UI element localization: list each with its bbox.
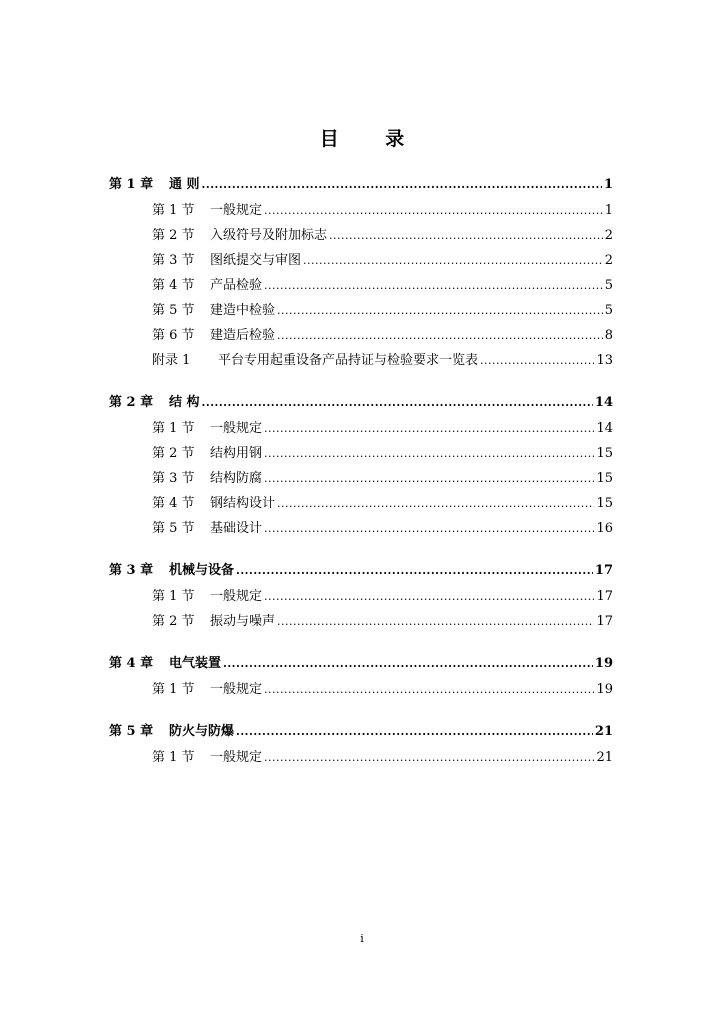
- section-number: 第 1 节: [152, 750, 195, 765]
- chapter-5: [109, 718, 613, 770]
- toc-entry-section[interactable]: [109, 491, 613, 516]
- section-number: 第 6 节: [152, 328, 195, 343]
- section-title: 基础设计: [210, 521, 263, 536]
- chapter-title: 电气装置: [169, 656, 222, 671]
- chapter-number: 第 5 章: [109, 724, 154, 739]
- toc-entry-section[interactable]: [109, 516, 613, 541]
- toc-entry-section[interactable]: [109, 323, 613, 348]
- page-number: 14: [596, 421, 613, 436]
- chapter-3: [109, 557, 613, 634]
- section-number: 第 1 节: [152, 421, 195, 436]
- leader-dots: [264, 198, 603, 223]
- appendix-title: 平台专用起重设备产品持证与检验要求一览表: [218, 353, 479, 368]
- section-title: 钢结构设计: [210, 496, 276, 511]
- toc-entry-section[interactable]: [109, 198, 613, 223]
- page-number: 2: [604, 253, 613, 268]
- page-number: 17: [596, 614, 613, 629]
- leader-dots: [264, 416, 594, 441]
- section-number: 第 1 节: [152, 589, 195, 604]
- leader-dots: [264, 584, 594, 609]
- leader-dots: [264, 441, 594, 466]
- chapter-title: 防火与防爆: [169, 724, 235, 739]
- section-number: 第 1 节: [152, 203, 195, 218]
- page-number: 17: [594, 563, 613, 578]
- section-number: 第 3 节: [152, 253, 195, 268]
- page-number: 19: [596, 682, 613, 697]
- chapter-number: 第 1 章: [109, 177, 154, 192]
- page-number: 15: [596, 446, 613, 461]
- leader-dots: [277, 609, 594, 634]
- toc-entry-chapter[interactable]: [109, 650, 613, 677]
- toc-entry-section[interactable]: [109, 273, 613, 298]
- section-title: 一般规定: [210, 421, 263, 436]
- section-number: 第 2 节: [152, 446, 195, 461]
- section-title: 结构用钢: [210, 446, 263, 461]
- section-title: 建造中检验: [210, 303, 276, 318]
- leader-dots: [329, 223, 603, 248]
- section-title: 建造后检验: [210, 328, 276, 343]
- chapter-1: [109, 171, 613, 373]
- toc-entry-chapter[interactable]: [109, 389, 613, 416]
- leader-dots: [202, 389, 593, 416]
- page-number: 14: [594, 395, 613, 410]
- toc-entry-section[interactable]: [109, 466, 613, 491]
- page-title: 目 录: [319, 128, 425, 150]
- toc-entry-section[interactable]: [109, 609, 613, 634]
- page-number: 5: [604, 278, 613, 293]
- section-title: 一般规定: [210, 203, 263, 218]
- leader-dots: [264, 466, 594, 491]
- leader-dots: [264, 516, 594, 541]
- leader-dots: [277, 491, 594, 516]
- chapter-title: 通 则: [169, 177, 200, 192]
- toc-entry-chapter[interactable]: [109, 557, 613, 584]
- leader-dots: [264, 677, 594, 702]
- section-number: 第 5 节: [152, 521, 195, 536]
- page-number: 15: [596, 496, 613, 511]
- section-title: 一般规定: [210, 750, 263, 765]
- section-title: 一般规定: [210, 589, 263, 604]
- toc-entry-chapter[interactable]: [109, 718, 613, 745]
- table-of-contents: [109, 171, 613, 770]
- leader-dots: [236, 557, 593, 584]
- chapter-title: 机械与设备: [169, 563, 235, 578]
- section-number: 第 4 节: [152, 496, 195, 511]
- page-number: 13: [596, 353, 613, 368]
- page-number: 16: [596, 521, 613, 536]
- leader-dots: [264, 745, 594, 770]
- chapter-title: 结 构: [169, 395, 200, 410]
- page-number: 1: [603, 177, 613, 192]
- page-number: 19: [594, 656, 613, 671]
- page-number: 1: [604, 203, 613, 218]
- toc-entry-section[interactable]: [109, 223, 613, 248]
- toc-entry-section[interactable]: [109, 416, 613, 441]
- page-number: 8: [604, 328, 613, 343]
- section-number: 第 1 节: [152, 682, 195, 697]
- page-number: 5: [604, 303, 613, 318]
- page-footer-number: i: [360, 932, 364, 945]
- leader-dots: [480, 348, 594, 373]
- page-number: 21: [594, 724, 613, 739]
- leader-dots: [277, 323, 603, 348]
- leader-dots: [264, 273, 603, 298]
- chapter-number: 第 4 章: [109, 656, 154, 671]
- appendix-number: 附录 1: [152, 353, 191, 368]
- chapter-number: 第 3 章: [109, 563, 154, 578]
- section-title: 产品检验: [210, 278, 263, 293]
- leader-dots: [303, 248, 603, 273]
- chapter-2: [109, 389, 613, 541]
- section-title: 振动与噪声: [210, 614, 276, 629]
- leader-dots: [202, 171, 602, 198]
- toc-entry-section[interactable]: [109, 441, 613, 466]
- toc-entry-section[interactable]: [109, 584, 613, 609]
- leader-dots: [277, 298, 603, 323]
- page-number: 15: [596, 471, 613, 486]
- section-title: 入级符号及附加标志: [210, 228, 328, 243]
- chapter-4: [109, 650, 613, 702]
- leader-dots: [223, 650, 593, 677]
- chapter-number: 第 2 章: [109, 395, 154, 410]
- toc-entry-section[interactable]: [109, 248, 613, 273]
- page-number: 17: [596, 589, 613, 604]
- section-title: 结构防腐: [210, 471, 263, 486]
- section-number: 第 2 节: [152, 228, 195, 243]
- section-title: 一般规定: [210, 682, 263, 697]
- section-number: 第 5 节: [152, 303, 195, 318]
- toc-entry-chapter[interactable]: [109, 171, 613, 198]
- section-title: 图纸提交与审图: [210, 253, 302, 268]
- section-number: 第 4 节: [152, 278, 195, 293]
- toc-entry-section[interactable]: [109, 298, 613, 323]
- section-number: 第 2 节: [152, 614, 195, 629]
- toc-entry-section[interactable]: [109, 745, 613, 770]
- page-number: 2: [604, 228, 613, 243]
- toc-entry-appendix[interactable]: [109, 348, 613, 373]
- page-number: 21: [596, 750, 613, 765]
- section-number: 第 3 节: [152, 471, 195, 486]
- toc-entry-section[interactable]: [109, 677, 613, 702]
- leader-dots: [236, 718, 593, 745]
